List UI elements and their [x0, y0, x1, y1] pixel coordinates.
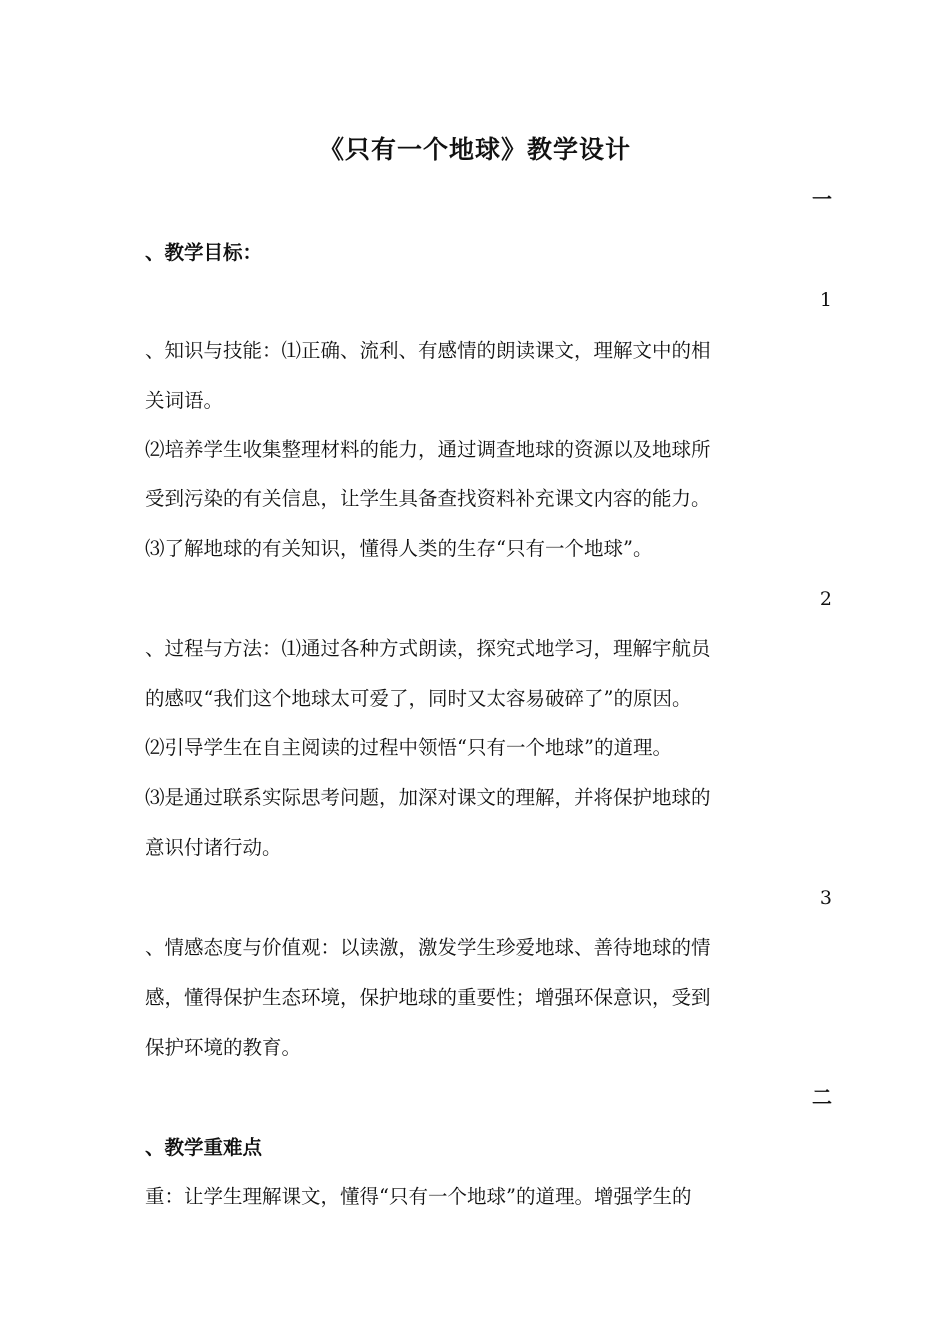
paragraph-line: 的感叹“我们这个地球太可爱了，同时又太容易破碎了”的原因。: [145, 687, 692, 710]
item-number: 2: [819, 588, 832, 610]
paragraph-line: ⑵引导学生在自主阅读的过程中领悟“只有一个地球”的道理。: [145, 736, 672, 759]
paragraph-line: 、知识与技能：⑴正确、流利、有感情的朗读课文，理解文中的相: [145, 339, 711, 362]
section-heading: 、教学目标：: [145, 241, 263, 264]
paragraph-line: 保护环境的教育。: [145, 1036, 302, 1059]
paragraph-line: 、过程与方法：⑴通过各种方式朗读，探究式地学习，理解宇航员: [145, 637, 711, 660]
section-heading: 、教学重难点: [145, 1136, 263, 1159]
document-title: 《只有一个地球》教学设计: [318, 135, 631, 164]
paragraph-line: 受到污染的有关信息，让学生具备查找资料补充课文内容的能力。: [145, 487, 711, 510]
paragraph-line: 感，懂得保护生态环境，保护地球的重要性；增强环保意识，受到: [145, 986, 711, 1009]
item-number: 1: [819, 289, 832, 311]
section-number: 二: [812, 1085, 832, 1109]
paragraph-line: ⑶是通过联系实际思考问题，加深对课文的理解，并将保护地球的: [145, 786, 711, 809]
paragraph-line: 重：让学生理解课文，懂得“只有一个地球”的道理。增强学生的: [145, 1185, 692, 1208]
section-number: 一: [812, 187, 832, 211]
paragraph-line: ⑵培养学生收集整理材料的能力，通过调查地球的资源以及地球所: [145, 438, 711, 461]
item-number: 3: [819, 887, 832, 909]
paragraph-line: 意识付诸行动。: [145, 836, 282, 859]
paragraph-line: 关词语。: [145, 389, 224, 412]
paragraph-line: 、情感态度与价值观：以读激，激发学生珍爱地球、善待地球的情: [145, 936, 711, 959]
paragraph-line: ⑶了解地球的有关知识，懂得人类的生存“只有一个地球”。: [145, 537, 653, 560]
